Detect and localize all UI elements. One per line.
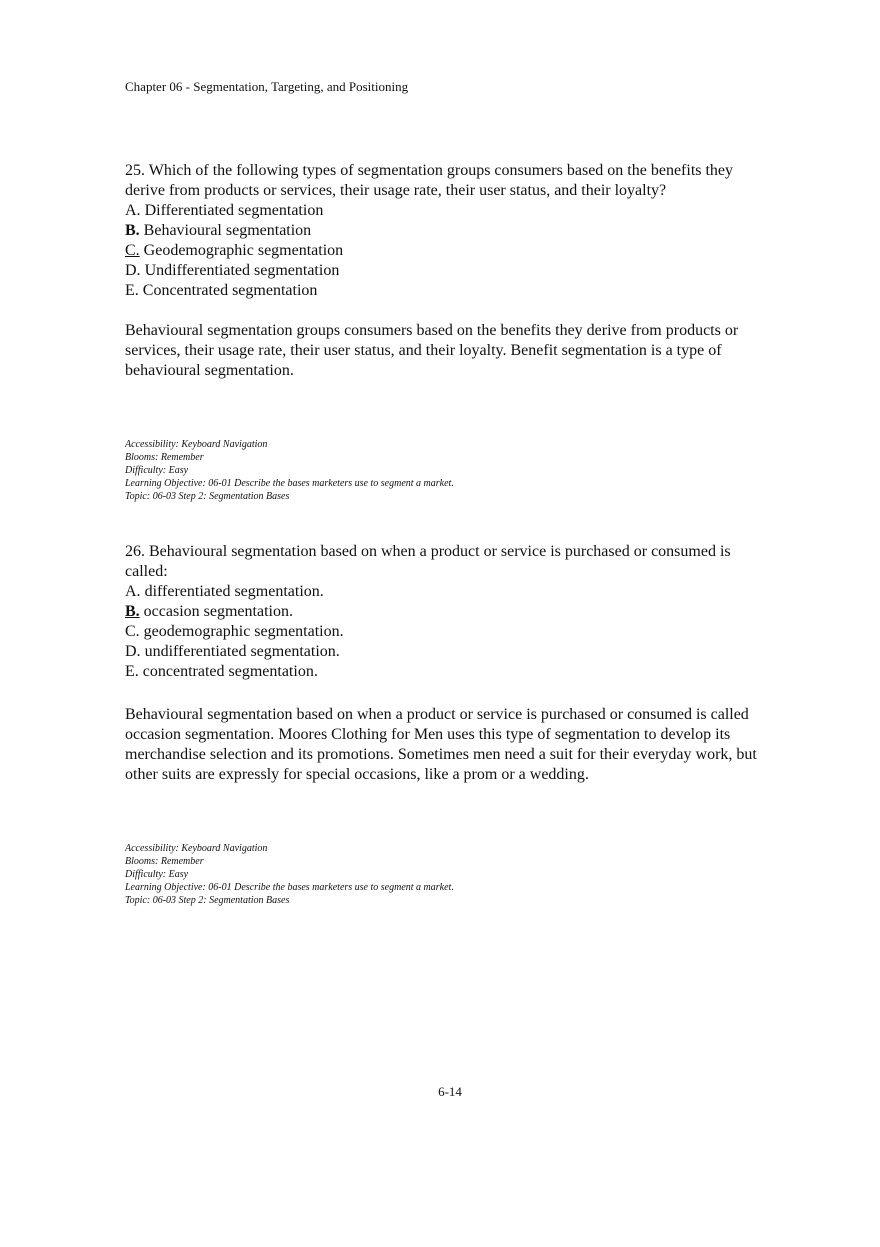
option-text: geodemographic segmentation. — [143, 623, 344, 640]
option-letter: A. — [125, 202, 141, 219]
option-b — [125, 221, 775, 241]
meta-accessibility: Accessibility: Keyboard Navigation — [125, 439, 268, 450]
meta-topic: Topic: 06-03 Step 2: Segmentation Bases — [125, 491, 290, 502]
option-letter: C. — [125, 242, 140, 259]
option-a — [125, 582, 775, 602]
option-letter: E. — [125, 663, 139, 680]
page-header: Chapter 06 - Segmentation, Targeting, and Positioning — [125, 79, 409, 94]
option-letter: C. — [125, 623, 140, 640]
option-text: undifferentiated segmentation. — [144, 643, 340, 660]
option-text: Undifferentiated segmentation — [144, 262, 340, 279]
answer-options — [125, 582, 775, 682]
option-letter: B. — [125, 603, 140, 620]
option-text: Concentrated segmentation — [142, 282, 318, 299]
option-text: concentrated segmentation. — [142, 663, 318, 680]
option-b — [125, 602, 775, 622]
meta-difficulty: Difficulty: Easy — [125, 465, 189, 476]
question-stem — [125, 161, 775, 201]
question-text: Behavioural segmentation based on when a product or service is purchased or consumed is called: — [125, 543, 731, 580]
question-metadata — [125, 438, 775, 503]
meta-topic: Topic: 06-03 Step 2: Segmentation Bases — [125, 895, 290, 906]
question-stem — [125, 542, 775, 582]
question-text: Which of the following types of segmentation groups consumers based on the benefits they derive from products or services, their usage rate, their user status, and their loyalty? — [125, 162, 734, 199]
meta-accessibility: Accessibility: Keyboard Navigation — [125, 843, 268, 854]
question-25 — [125, 161, 775, 503]
answer-explanation: Behavioural segmentation groups consumers based on the benefits they derive from products or services, their usage rate, their user status, and their loyalty. Benefit segmentation is a type of behavioural segmentation. — [125, 322, 739, 379]
option-text: differentiated segmentation. — [144, 583, 324, 600]
option-d — [125, 642, 775, 662]
option-a — [125, 201, 775, 221]
answer-explanation: Behavioural segmentation based on when a product or service is purchased or consumed is called occasion segmentation. Moores Clothing for Men uses this type of segmentation to develop its merchandise selection and its promotions. Sometimes men need a suit for their everyday work, but other suits are expressly for special occasions, like a prom or a wedding. — [125, 706, 757, 783]
meta-difficulty: Difficulty: Easy — [125, 869, 189, 880]
option-e — [125, 662, 775, 682]
meta-blooms: Blooms: Remember — [125, 856, 204, 867]
option-text: Behavioural segmentation — [143, 222, 312, 239]
option-letter: E. — [125, 282, 139, 299]
option-text: Differentiated segmentation — [144, 202, 324, 219]
option-e — [125, 281, 775, 301]
question-number: 25. — [125, 162, 145, 179]
option-letter: B. — [125, 222, 140, 239]
page-number: 6-14 — [438, 1084, 462, 1099]
option-text: occasion segmentation. — [143, 603, 293, 620]
option-letter: A. — [125, 583, 141, 600]
option-letter: D. — [125, 262, 141, 279]
meta-learning-objective: Learning Objective: 06-01 Describe the bases marketers use to segment a market. — [125, 882, 454, 893]
question-number: 26. — [125, 543, 145, 560]
option-text: Geodemographic segmentation — [143, 242, 344, 259]
question-26 — [125, 542, 775, 907]
question-metadata — [125, 842, 775, 907]
meta-blooms: Blooms: Remember — [125, 452, 204, 463]
option-letter: D. — [125, 643, 141, 660]
answer-options — [125, 201, 775, 301]
option-d — [125, 261, 775, 281]
option-c — [125, 622, 775, 642]
option-c — [125, 241, 775, 261]
meta-learning-objective: Learning Objective: 06-01 Describe the bases marketers use to segment a market. — [125, 478, 454, 489]
